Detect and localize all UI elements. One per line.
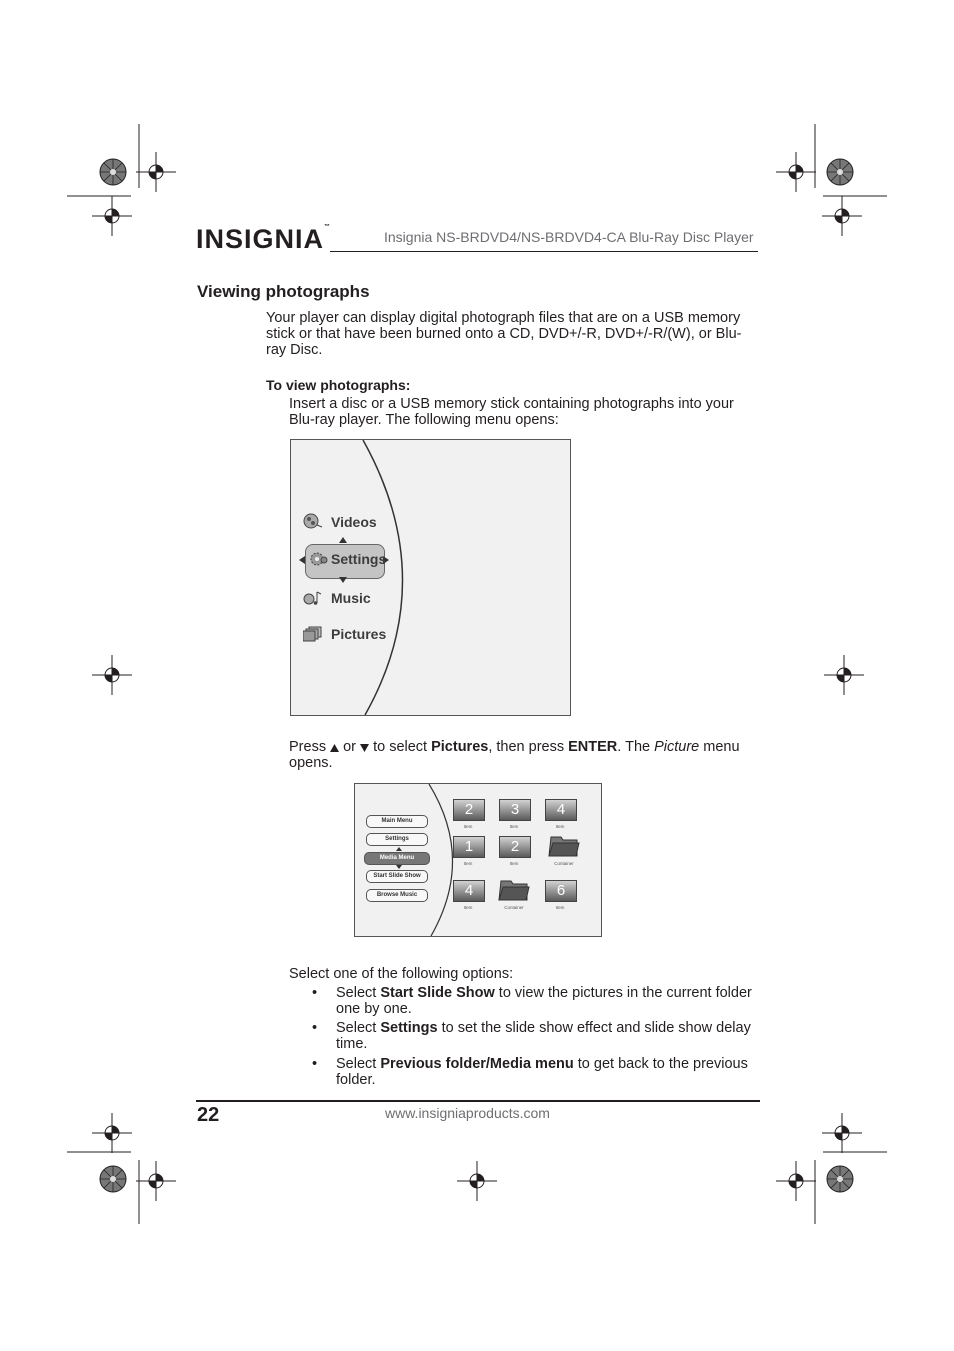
insignia-logo: INSIGNIA™ [196, 224, 332, 254]
pictures-icon [303, 626, 323, 642]
settings-gear-icon [309, 551, 329, 567]
main-menu-screenshot [290, 439, 571, 716]
arrow-down-icon [339, 577, 347, 583]
page-number: 22 [197, 1104, 220, 1126]
folder-icon[interactable] [498, 877, 530, 902]
grid-item[interactable]: 6 [545, 880, 577, 902]
color-rosette-icon [826, 1165, 854, 1193]
grid-item-caption: Item [509, 861, 519, 866]
color-rosette-icon [826, 158, 854, 186]
grid-item-caption: Item [509, 824, 519, 829]
registration-target-icon [822, 196, 862, 236]
step-3-text: Select one of the following options: [289, 966, 514, 982]
start-slide-show-button[interactable]: Start Slide Show [366, 870, 428, 883]
grid-item[interactable]: 4 [453, 880, 485, 902]
grid-item-caption: Item [463, 861, 473, 866]
color-rosette-icon [99, 1165, 127, 1193]
grid-item[interactable]: 3 [499, 799, 531, 821]
browse-music-button[interactable]: Browse Music [366, 889, 428, 902]
registration-target-icon [457, 1161, 497, 1201]
grid-item[interactable]: 1 [453, 836, 485, 858]
menu-item-videos[interactable]: Videos [331, 514, 377, 530]
grid-item-caption: Container [554, 861, 574, 866]
registration-target-icon [92, 655, 132, 695]
grid-item-caption: Item [463, 824, 473, 829]
registration-target-icon [776, 152, 816, 192]
videos-icon [303, 513, 323, 529]
header-title: Insignia NS-BRDVD4/NS-BRDVD4-CA Blu-Ray Disc Player [384, 229, 754, 245]
footer-url[interactable]: www.insigniaproducts.com [385, 1105, 550, 1121]
music-note-icon [303, 590, 323, 606]
section-title: Viewing photographs [197, 282, 370, 301]
grid-item-caption: Item [555, 905, 565, 910]
step-2-text: Press or to select Pictures, then press ENTER. The Picture menu opens. [289, 739, 740, 771]
intro-paragraph: Your player can display digital photograph files that are on a USB memory stick or that have been burned onto a CD, DVD+/-R, DVD+/-R/(W), or Blu-ray Disc. [266, 310, 742, 358]
header-rule [330, 251, 758, 252]
footer-rule [196, 1100, 760, 1102]
grid-item[interactable]: 2 [499, 836, 531, 858]
arrow-up-icon [339, 537, 347, 543]
up-arrow-icon [330, 743, 339, 752]
arrow-down-icon [396, 865, 402, 869]
registration-target-icon [92, 1113, 132, 1153]
picture-menu-screenshot [354, 783, 602, 937]
registration-target-icon [136, 152, 176, 192]
registration-target-icon [136, 1161, 176, 1201]
registration-target-icon [822, 1113, 862, 1153]
color-rosette-icon [99, 158, 127, 186]
grid-item[interactable]: 2 [453, 799, 485, 821]
down-arrow-icon [360, 743, 369, 752]
grid-item-caption: Item [555, 824, 565, 829]
settings-button[interactable]: Settings [366, 833, 428, 846]
main-menu-button[interactable]: Main Menu [366, 815, 428, 828]
grid-item[interactable]: 4 [545, 799, 577, 821]
menu-item-music[interactable]: Music [331, 590, 371, 606]
registration-target-icon [824, 655, 864, 695]
arrow-up-icon [396, 847, 402, 851]
grid-item-caption: Container [504, 905, 524, 910]
registration-target-icon [92, 196, 132, 236]
procedure-title: To view photographs: [266, 377, 411, 393]
arrow-left-icon [299, 556, 305, 564]
menu-item-settings[interactable]: Settings [331, 551, 387, 567]
menu-item-pictures[interactable]: Pictures [331, 626, 387, 642]
registration-target-icon [776, 1161, 816, 1201]
media-menu-button[interactable]: Media Menu [364, 852, 430, 865]
folder-icon[interactable] [548, 833, 580, 858]
step-1-text: Insert a disc or a USB memory stick containing photographs into your Blu-ray player. The following menu opens: [289, 396, 734, 428]
grid-item-caption: Item [463, 905, 473, 910]
